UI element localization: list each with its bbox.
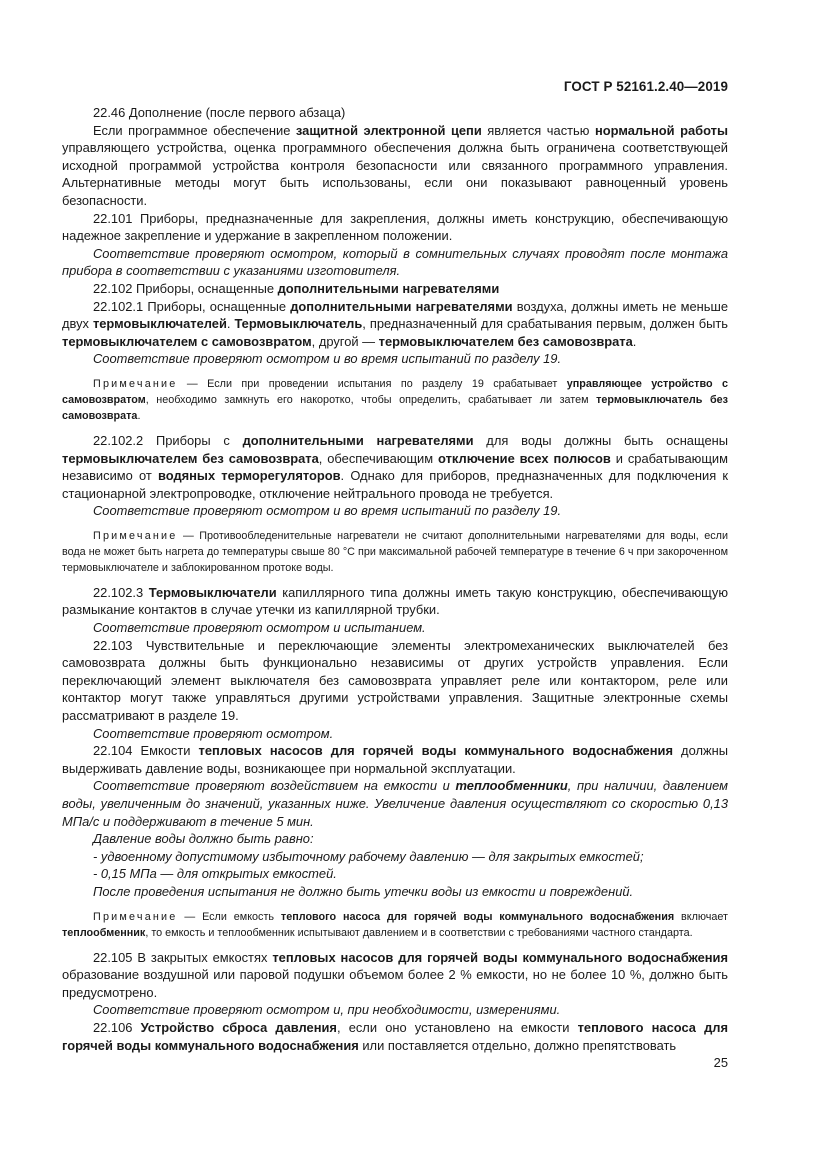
paragraph-22-102-3: 22.102.3 Термовыключатели капиллярного типа должны иметь такую конструкцию, обеспечивающую размыкание контактов в случае утечки из капиллярной трубки.	[62, 584, 729, 618]
document-id: ГОСТ Р 52161.2.40—2019	[563, 79, 728, 94]
post-test-requirement: После проведения испытания не должно быть утечки воды из емкости и повреждений.	[93, 883, 634, 899]
page-number: 25	[713, 1055, 728, 1070]
pressure-item-closed: - удвоенному допустимому избыточному рабочему давлению — для закрытых емкостей;	[93, 848, 644, 864]
paragraph-22-46-text: Если программное обеспечение защитной электронной цепи является частью нормальной работы управляющего устройства, оценка программного обеспечения должна быть ограничена соответствующей исходной программой устройства контроля безопасности или связанного программного управления. Альтернативные методы могут быть использованы, если они показывают равноценный уровень безопасности.	[62, 122, 728, 208]
compliance-22-102-1: Соответствие проверяют осмотром и во время испытаний по разделу 19.	[93, 351, 562, 367]
compliance-22-105: Соответствие проверяют осмотром и, при необходимости, измерениями.	[93, 1002, 561, 1018]
document-body	[62, 104, 728, 1054]
paragraph-22-104: 22.104 Емкости тепловых насосов для горячей воды коммунального водоснабжения должны выдерживать давление воды, возникающее при нормальной эксплуатации.	[62, 743, 728, 776]
pressure-item-open: - 0,15 МПа — для открытых емкостей.	[93, 866, 337, 882]
compliance-22-102-2: Соответствие проверяют осмотром и во время испытаний по разделу 19.	[93, 503, 562, 519]
paragraph-22-102-1: 22.102.1 Приборы, оснащенные дополнительными нагревателями воздуха, должны иметь не меньше двух термовыключателей. Термовыключатель, предназначенный для срабатывания первым, должен быть термовыключателем с самовозвратом, другой — термовыключателем без самовозврата.	[62, 298, 729, 349]
paragraph-22-103: 22.103 Чувствительные и переключающие элементы электромеханических выключателей без самовозврата должны быть функционально независимы от других устройств управления. Если переключающий элемент выключателя без самовозврата управляет реле или контактором, реле или контактор могут также управляться другими устройствами управления. Защитные электронные схемы рассматривают в разделе 19.	[62, 637, 728, 724]
paragraph-22-46: 22.46 Дополнение (после первого абзаца)	[93, 105, 346, 120]
note-22-104: Примечание — Если емкость теплового насоса для горячей воды коммунального водоснабжения включает теплообменник, то емкость и теплообменник испытывают давлением и в соответствии с требованиями частного стандарта.	[62, 910, 728, 939]
paragraph-22-102-2: 22.102.2 Приборы с дополнительными нагревателями для воды должны быть оснащены термовыключателем без самовозврата, обеспечивающим отключение всех полюсов и срабатывающим независимо от водяных терморегуляторов. Однако для приборов, предназначенных для подключения к стационарной электропроводке, отключение нейтрального провода не требуется.	[62, 432, 729, 501]
compliance-22-101: Соответствие проверяют осмотром, который в сомнительных случаях проводят после монтажа прибора в соответствии с указаниями изготовителя.	[62, 245, 728, 279]
compliance-22-104: Соответствие проверяют воздействием на емкости и теплообменники, при наличии, давлением воды, увеличенным до значений, указанных ниже. Увеличение давления осуществляют со скоростью 0,13 МПа/с и поддерживают в течение 5 мин.	[62, 778, 728, 829]
compliance-22-102-3: Соответствие проверяют осмотром и испытанием.	[93, 620, 426, 636]
note-22-102-1: Примечание — Если при проведении испытания по разделу 19 срабатывает управляющее устройство с самовозвратом, необходимо замкнуть его накоротко, чтобы определить, срабатывает ли затем термовыключатель без самовозврата.	[62, 377, 728, 422]
paragraph-22-102: 22.102 Приборы, оснащенные дополнительными нагревателями	[93, 280, 500, 296]
paragraph-22-101: 22.101 Приборы, предназначенные для закрепления, должны иметь конструкцию, обеспечивающую надежное закрепление и удержание в закрепленном положении.	[62, 210, 728, 244]
compliance-22-103: Соответствие проверяют осмотром.	[93, 725, 334, 741]
pressure-heading: Давление воды должно быть равно:	[93, 831, 314, 847]
paragraph-22-106: 22.106 Устройство сброса давления, если оно установлено на емкости теплового насоса для горячей воды коммунального водоснабжения или поставляется отдельно, должно препятствовать	[62, 1019, 728, 1053]
paragraph-22-105: 22.105 В закрытых емкостях тепловых насосов для горячей воды коммунального водоснабжения образование воздушной или паровой подушки объемом более 2 % емкости, но не более 10 %, должно быть предусмотрено.	[62, 949, 728, 1000]
note-22-102-2: Примечание — Противообледенительные нагреватели не считают дополнительными нагревателями для воды, если вода не может быть нагрета до температуры свыше 80 °С при максимальной рабочей температуре в течение 6 ч при закороченном термовыключателе и заблокированном протоке воды.	[62, 529, 728, 574]
